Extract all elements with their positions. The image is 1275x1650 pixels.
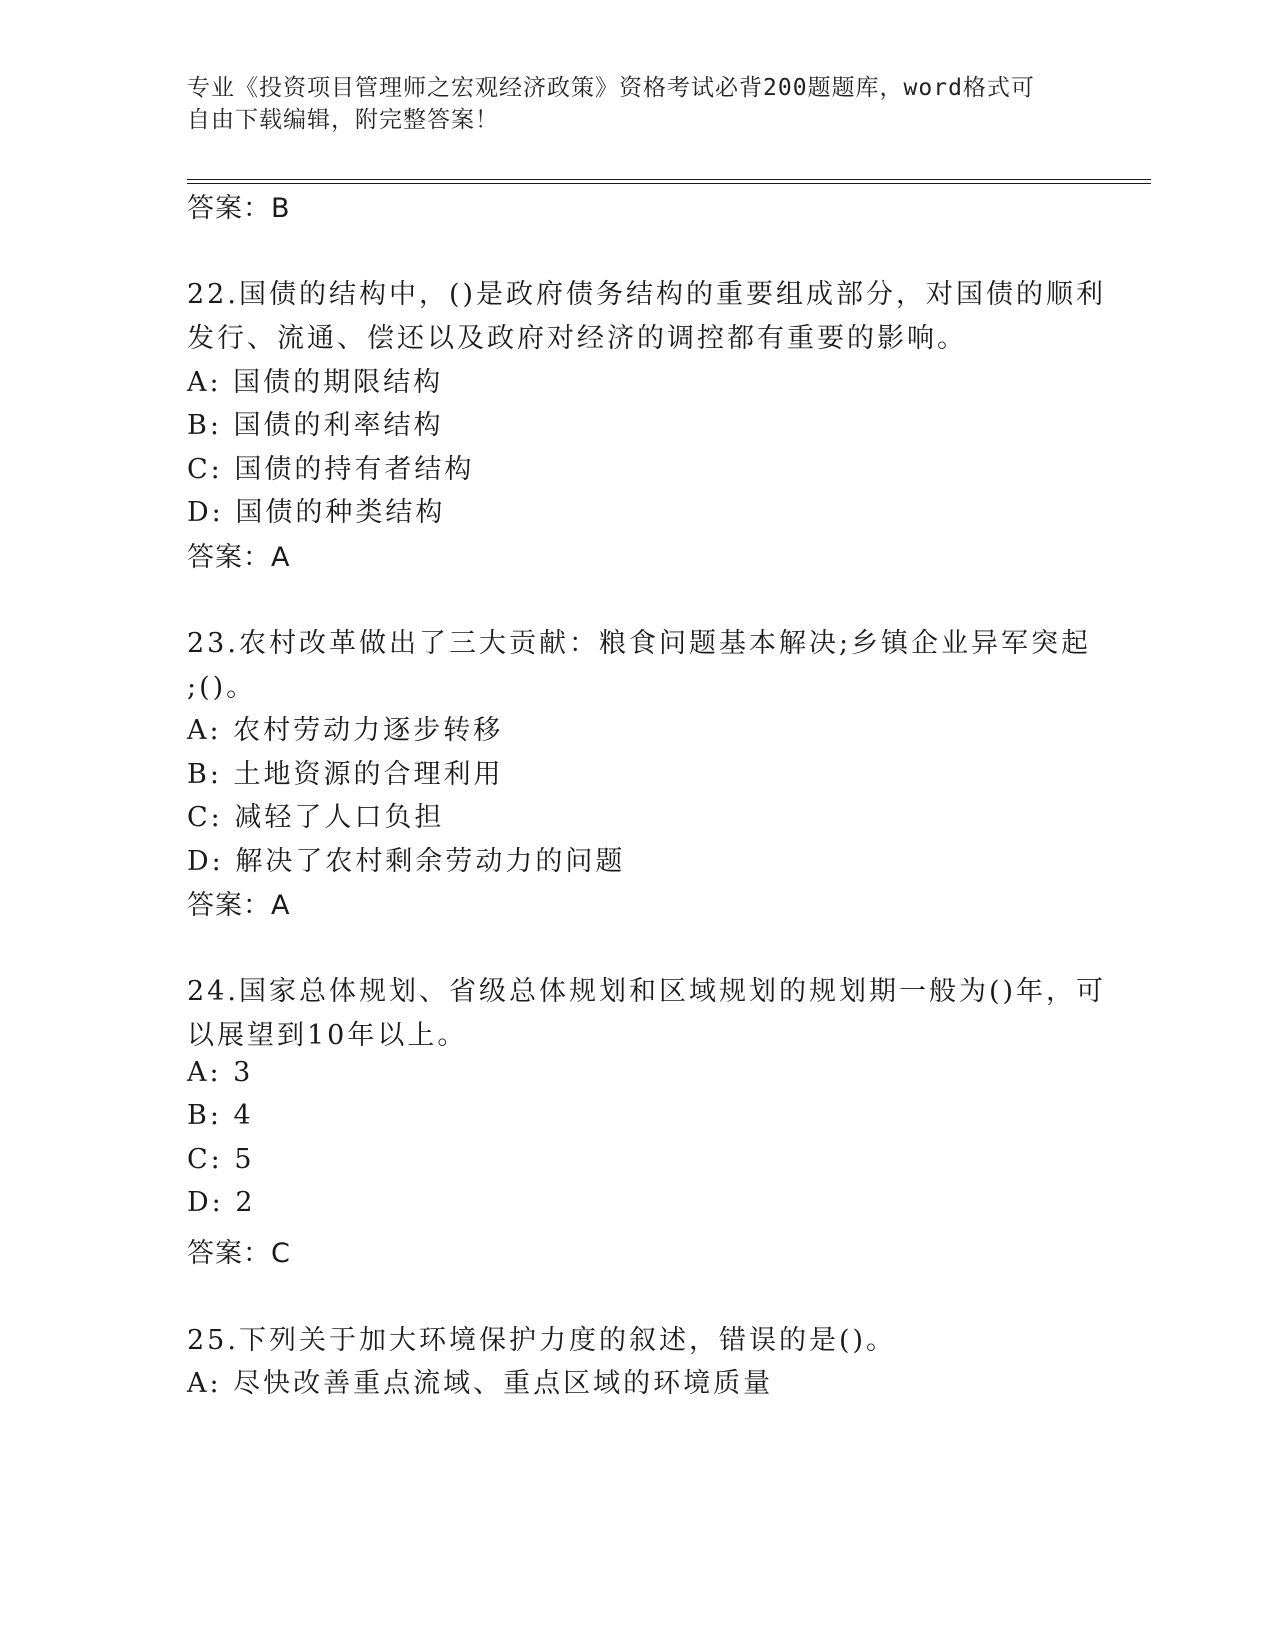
question-24-option-d: D: 2: [187, 1187, 256, 1218]
question-22-answer: 答案：A: [187, 542, 291, 573]
document-header: [187, 72, 1067, 136]
question-23-option-d: D: 解决了农村剩余劳动力的问题: [187, 846, 626, 877]
question-23-option-b: B: 土地资源的合理利用: [187, 759, 504, 790]
question-24-stem-line-2: 以展望到10年以上。: [187, 1020, 468, 1051]
question-24-option-b: B: 4: [187, 1100, 254, 1131]
question-22-option-c: C: 国债的持有者结构: [187, 454, 475, 485]
question-23-stem-line-2: ;()。: [187, 672, 257, 703]
question-25-option-a: A: 尽快改善重点流域、重点区域的环境质量: [187, 1368, 774, 1399]
header-line-1: 专业《投资项目管理师之宏观经济政策》资格考试必背200题题库，word格式可: [187, 75, 1035, 101]
question-24-option-a: A: 3: [187, 1057, 254, 1088]
question-24-stem-line-1: 24.国家总体规划、省级总体规划和区域规划的规划期一般为()年，可: [187, 976, 1107, 1007]
question-25-stem-line-1: 25.下列关于加大环境保护力度的叙述，错误的是()。: [187, 1325, 897, 1356]
question-24-option-c: C: 5: [187, 1144, 255, 1175]
question-22-option-b: B: 国债的利率结构: [187, 410, 444, 441]
header-divider-bottom: [187, 183, 1151, 184]
question-23-stem-line-1: 23.农村改革做出了三大贡献：粮食问题基本解决;乡镇企业异军突起: [187, 628, 1092, 659]
question-23-option-a: A: 农村劳动力逐步转移: [187, 715, 504, 746]
header-divider-top: [187, 179, 1151, 180]
previous-answer: 答案：B: [187, 193, 291, 224]
question-22-stem-line-1: 22.国债的结构中，()是政府债务结构的重要组成部分，对国债的顺利: [187, 279, 1107, 310]
question-24-answer: 答案：C: [187, 1238, 291, 1269]
question-22-option-a: A: 国债的期限结构: [187, 367, 444, 398]
question-23-option-c: C: 减轻了人口负担: [187, 802, 445, 833]
question-23-answer: 答案：A: [187, 890, 291, 921]
question-22-option-d: D: 国债的种类结构: [187, 497, 446, 528]
header-line-2: 自由下载编辑，附完整答案！: [187, 107, 499, 133]
question-22-stem-line-2: 发行、流通、偿还以及政府对经济的调控都有重要的影响。: [187, 323, 967, 354]
